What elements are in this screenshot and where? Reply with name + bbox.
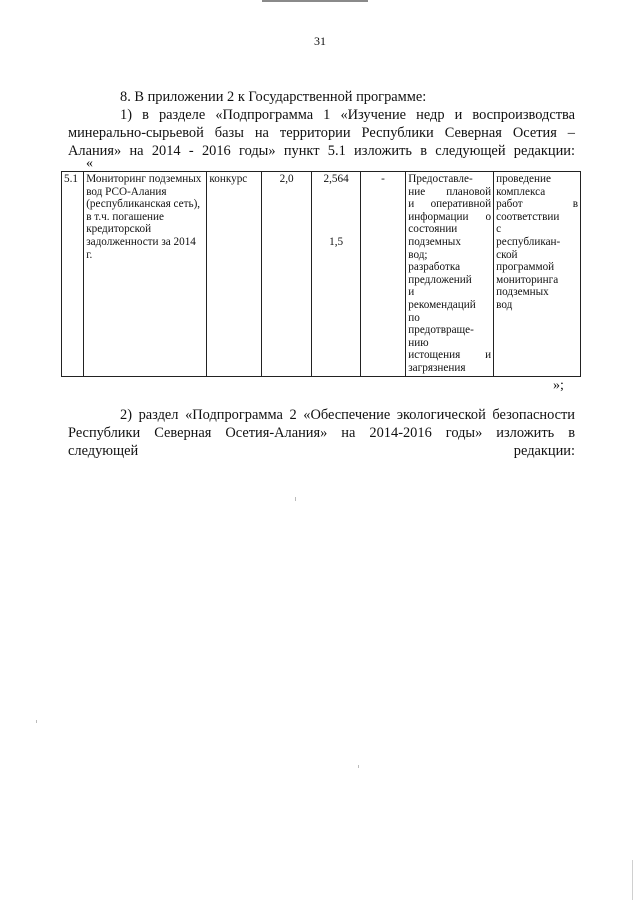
intro-paragraph: 8. В приложении 2 к Государственной программе: <box>120 89 427 105</box>
result-line: предотвраще- <box>408 324 474 337</box>
action-line: с <box>496 223 502 236</box>
item1-line-1: 1) в разделе «Подпрограмма 1 «Изучение недр и воспроизводства <box>120 107 575 123</box>
result-line: разработка <box>408 261 461 274</box>
result-line: вод; <box>408 248 428 261</box>
result-line: предложений <box>408 273 472 286</box>
cell-value-1: 2,0 <box>261 172 311 377</box>
result-line: и оперативной <box>408 198 492 211</box>
item2-line-2: Республики Северная Осетия-Алания» на 2014-2016 годы» изложить в <box>68 425 575 441</box>
cell-value-3: - <box>360 172 405 377</box>
page-number: 31 <box>314 34 326 48</box>
result-line: нию <box>408 336 429 349</box>
quote-close: »; <box>553 378 564 393</box>
action-line: подземных <box>496 286 549 299</box>
cell-result <box>406 172 494 377</box>
program-table <box>61 171 581 377</box>
action-line: вод <box>496 298 513 311</box>
value-2-bottom: 1,5 <box>329 235 344 248</box>
result-line: Предоставле- <box>408 173 473 185</box>
item1-paragraph <box>68 106 575 160</box>
result-line: загрязнения <box>408 361 466 374</box>
action-line: республикан- <box>496 235 561 248</box>
cell-name: Мониторинг подземных вод РСО-Алания (республиканская сеть), в т.ч. погашение кредиторской задолженности за 2014 г. <box>84 172 207 377</box>
value-2-top: 2,564 <box>323 173 349 185</box>
result-line: рекомендаций <box>408 298 476 311</box>
action-line: мониторинга <box>496 273 559 286</box>
scan-speck <box>358 765 359 768</box>
action-line: комплекса <box>496 185 546 198</box>
item2-line-1: 2) раздел «Подпрограмма 2 «Обеспечение экологической безопасности <box>120 407 575 423</box>
item2-paragraph <box>68 406 575 460</box>
action-line: работ в <box>496 198 578 211</box>
item1-line-3: Алания» на 2014 - 2016 годы» пункт 5.1 изложить в следующей редакции: <box>68 143 575 159</box>
cell-value-2 <box>312 172 360 377</box>
scan-speck <box>295 497 296 501</box>
action-line: проведение <box>496 173 551 185</box>
scan-top-edge <box>262 0 368 2</box>
result-line: и <box>408 286 415 299</box>
table-row <box>62 172 581 377</box>
result-line: истощения и <box>408 349 492 362</box>
action-line: ской <box>496 248 518 261</box>
scan-speck <box>36 720 37 723</box>
quote-open: « <box>86 156 93 171</box>
action-line: соответствии <box>496 210 560 223</box>
item1-line-2: минерально-сырьевой базы на территории Республики Северная Осетия – <box>68 125 575 141</box>
cell-number: 5.1 <box>62 172 84 377</box>
cell-source: конкурс <box>207 172 262 377</box>
result-line: состоянии <box>408 223 458 236</box>
item2-line-3: следующей редакции: <box>68 443 575 459</box>
result-line: по <box>408 311 420 324</box>
action-line: программой <box>496 261 555 274</box>
result-line: ние плановой <box>408 185 492 198</box>
scan-edge-mark <box>632 860 633 900</box>
cell-action <box>494 172 581 377</box>
result-line: подземных <box>408 235 461 248</box>
result-line: информации о <box>408 210 492 223</box>
